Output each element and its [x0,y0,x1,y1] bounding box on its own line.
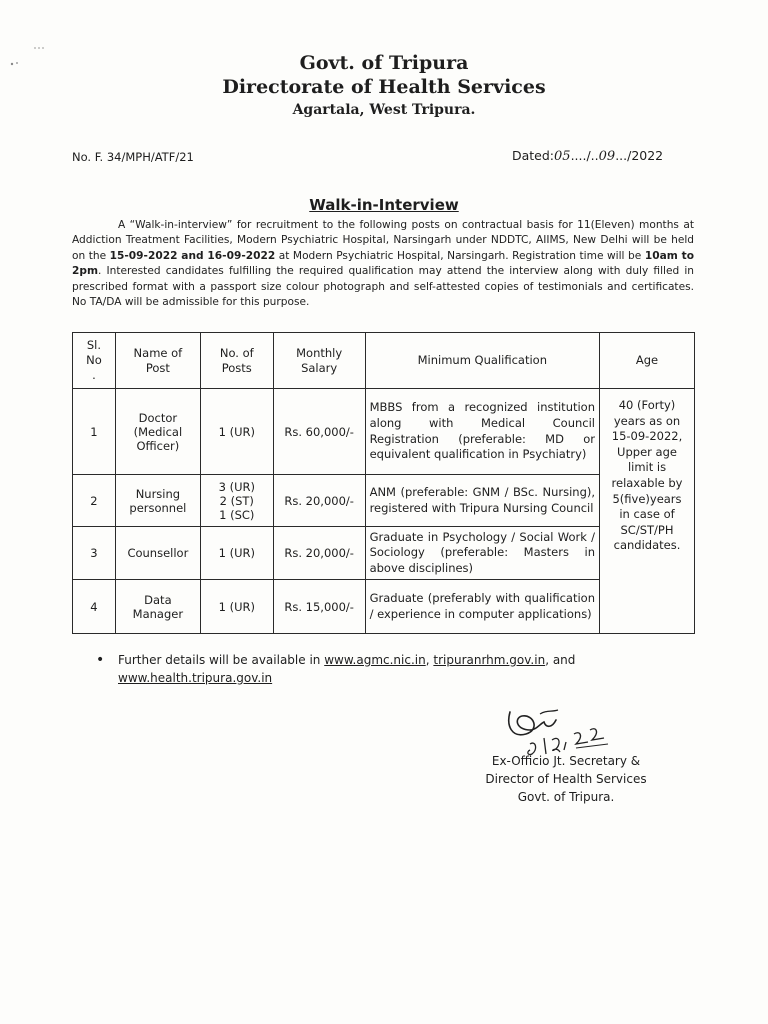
notice-title: Walk-in-Interview [309,196,459,214]
cell-salary: Rs. 20,000/- [273,527,365,580]
signatory-govt: Govt. of Tripura. [517,790,615,804]
link-health-tripura[interactable]: www.health.tripura.gov.in [118,671,273,685]
cell-qualification: ANM (preferable: GNM / BSc. Nursing), registered with Tripura Nursing Council [365,475,599,527]
cell-sl: 1 [73,389,116,475]
cell-posts: 1 (UR) [200,527,273,580]
cell-posts: 1 (UR) [200,389,273,475]
cell-post-name: Nursing personnel [115,475,200,527]
col-header-salary: Monthly Salary [273,333,365,389]
col-header-name: Name of Post [115,333,200,389]
cell-post-name: Data Manager [115,580,200,634]
govt-header: Govt. of Tripura [299,52,469,74]
col-header-age: Age [600,333,695,389]
intro-paragraph [72,218,694,310]
cell-posts: 3 (UR) 2 (ST) 1 (SC) [200,475,273,527]
intro-text-2: at Modern Psychiatric Hospital, Narsingarh. Registration time will be [275,249,645,262]
file-number: No. F. 34/MPH/ATF/21 [72,150,194,164]
cell-post-name: Counsellor [115,527,200,580]
cell-qualification: MBBS from a recognized institution along with Medical Council Registration (preferable: MD or equivalent qualification in Psychiatry) [365,389,599,475]
cell-salary: Rs. 60,000/- [273,389,365,475]
dated-year: /2022 [627,148,664,163]
directorate-header: Directorate of Health Services [222,76,546,98]
col-header-posts: No. of Posts [200,333,273,389]
cell-qualification: Graduate (preferably with qualification / experience in computer applications) [365,580,599,634]
location-header: Agartala, West Tripura. [292,102,476,118]
dated-line: Dated:05..../..09.../2022 [512,148,664,164]
link-tripuranrhm[interactable]: tripuranrhm.gov.in [433,653,546,667]
signatory-office: Director of Health Services [485,772,647,786]
cell-posts: 1 (UR) [200,580,273,634]
further-details-text: Further details will be available in [118,653,325,667]
cell-age: 40 (Forty) years as on 15-09-2022, Upper age limit is relaxable by 5(five)years in case of SC/ST/PH candidates. [600,389,695,634]
col-header-qualification: Minimum Qualification [365,333,599,389]
cell-sl: 4 [73,580,116,634]
posts-table [72,332,695,634]
intro-text-3: . Interested candidates fulfilling the required qualification may attend the interview along with duly filled in prescribed format with a passport size colour photograph and self-attested copies of testimonials and certificates. No TA/DA will be admissible for this purpose. [72,265,694,309]
col-header-sl: Sl. No . [73,333,116,389]
cell-post-name: Doctor (Medical Officer) [115,389,200,475]
signatory-block [466,752,666,806]
dated-label: Dated: [512,148,555,163]
bullet-icon: • [96,652,105,668]
dated-month: 09 [598,149,616,164]
intro-text-1: A “Walk-in-interview” for recruitment to the following posts on contractual basis for 11(Eleven) months at Addiction Treatment Facilities, Modern Psychiatric Hospital, Narsingarh under NDDTC, AIIMS, New Delhi will be held on the [72,219,694,262]
cell-salary: Rs. 15,000/- [273,580,365,634]
cell-salary: Rs. 20,000/- [273,475,365,527]
interview-dates: 15-09-2022 and 16-09-2022 [109,249,276,262]
table-header-row [73,333,695,389]
table-row [73,389,695,475]
cell-sl: 2 [73,475,116,527]
further-details: • Further details will be available in www.agmc.nic.in, tripuranrhm.gov.in, and www.health.tripura.gov.in [96,652,576,685]
cell-sl: 3 [73,527,116,580]
cell-qualification: Graduate in Psychology / Social Work / Sociology (preferable: Masters in above disciplines) [365,527,599,580]
signatory-designation: Ex-Officio Jt. Secretary & [491,754,641,768]
link-agmc[interactable]: www.agmc.nic.in [324,653,426,667]
registration-time: 10am to 2pm [72,249,694,278]
handwritten-signature [500,700,630,760]
dated-day: 05 [554,149,571,164]
